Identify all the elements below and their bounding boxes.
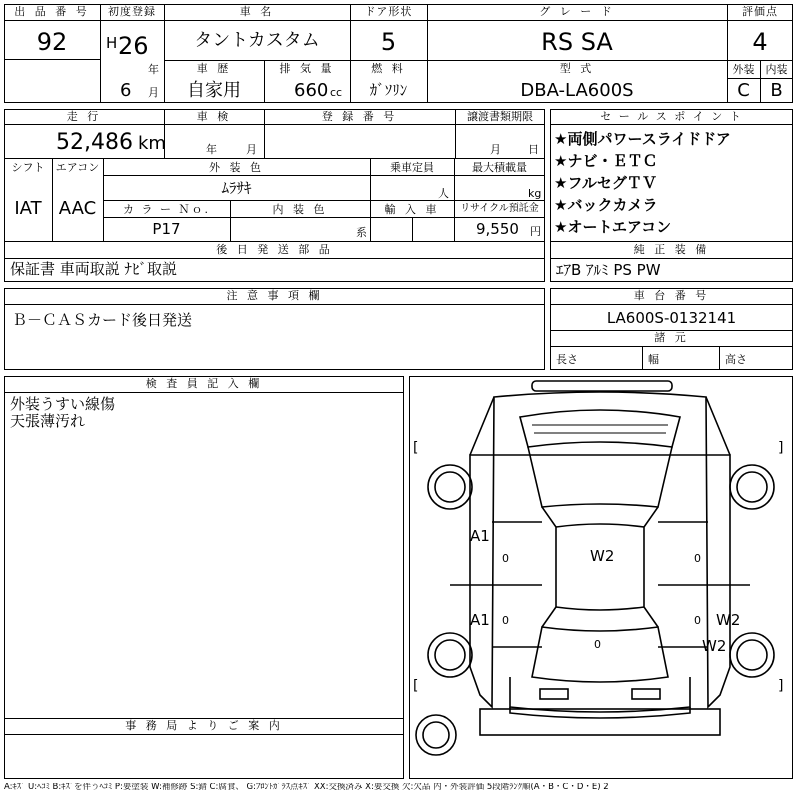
aircon-value: AAC <box>58 198 97 219</box>
damage-diagram <box>409 376 793 779</box>
recycle-value: 9,550 <box>476 220 519 238</box>
damage-mark: W2 <box>702 637 727 655</box>
chassis-label: 車 台 番 号 <box>633 289 710 302</box>
model-value: DBA-LA600S <box>520 80 634 101</box>
zero-mark: 0 <box>502 614 509 627</box>
bracket-left: [ <box>413 440 419 456</box>
notes-label: 注 意 事 項 欄 <box>226 289 323 302</box>
grade-value: RS SA <box>541 28 613 56</box>
transfer-day-unit: 日 <box>528 143 539 156</box>
lot-number: 92 <box>36 28 68 56</box>
bracket-right: ] <box>778 678 784 694</box>
score-label: 評価点 <box>742 5 778 18</box>
notes-value: Ｂ－ＣＡＳカード後日発送 <box>12 311 193 329</box>
later-parts-value: 保証書 車両取説 ﾅﾋﾞ取説 <box>10 260 178 278</box>
ext-color-label: 外 装 色 <box>209 161 264 174</box>
int-grade-label: 内装 <box>765 63 788 76</box>
shift-label: シフト <box>11 161 45 174</box>
sales-point-item: ★両側パワースライドドア <box>554 130 731 148</box>
car-outline-diagram <box>410 377 792 778</box>
sales-point-item: ★バックカメラ <box>554 196 658 214</box>
doors-label: ドア形状 <box>364 5 413 18</box>
reg-year: 26 <box>118 32 149 60</box>
car-name: タントカスタム <box>194 30 320 51</box>
equipment-label: 純 正 装 備 <box>633 243 710 256</box>
score-value: 4 <box>752 28 768 56</box>
first-reg-label: 初度登録 <box>108 5 156 18</box>
damage-mark: W2 <box>590 547 615 565</box>
mileage-label: 走 行 <box>66 110 102 123</box>
sales-point-item: ★ナビ・ＥＴＣ <box>554 152 658 170</box>
width-label: 幅 <box>648 353 659 366</box>
lot-label: 出 品 番 号 <box>14 5 90 18</box>
office-label: 事 務 局 よ り ご 案 内 <box>125 719 283 732</box>
aircon-label: エアコン <box>55 161 100 174</box>
capacity-label: 乗車定員 <box>390 161 434 174</box>
bracket-right: ] <box>778 440 784 456</box>
sales-point-item: ★オートエアコン <box>554 218 672 236</box>
year-unit: 年 <box>148 63 159 76</box>
capacity-unit: 人 <box>438 187 449 200</box>
displacement-label: 排 気 量 <box>279 62 335 75</box>
max-load-unit: kg <box>528 187 542 200</box>
model-label: 型 式 <box>559 62 595 75</box>
ext-color-value: ﾑﾗｻｷ <box>221 179 252 197</box>
era-mark: H <box>106 34 118 52</box>
grade-label: グ レ ー ド <box>539 5 615 18</box>
damage-mark: W2 <box>716 611 741 629</box>
door-count: 5 <box>380 28 397 56</box>
mileage-value: 52,486 <box>56 130 133 155</box>
fuel-label: 燃 料 <box>371 62 406 75</box>
later-parts-label: 後 日 発 送 部 品 <box>216 243 333 256</box>
displacement-value: 660 <box>294 80 329 101</box>
damage-mark: A1 <box>470 527 490 545</box>
inspector-label: 検 査 員 記 入 欄 <box>145 377 263 390</box>
transfer-month-unit: 月 <box>490 143 501 156</box>
legend-text: A:ｷｽﾞ U:ﾍｺﾐ B:ｷｽﾞを伴うﾍｺﾐ P:要塗装 W:補修跡 S:錆 C:腐食、 G:ﾌﾛﾝﾄｶﾞﾗｽ点ｷｽﾞ XX:交換済み X:要交換 欠:欠品 内・外装評価 5段階ﾗﾝｸ順(A・B・C・D・E) 2 <box>4 783 609 792</box>
color-no-label: カ ラ ー Ｎｏ. <box>123 203 210 216</box>
zero-mark: 0 <box>594 638 601 651</box>
transfer-label: 譲渡書類期限 <box>467 110 533 123</box>
month-unit: 月 <box>148 86 159 99</box>
bracket-left: [ <box>413 678 419 694</box>
equipment-value: ｴｱB ｱﾙﾐ PS PW <box>556 261 661 279</box>
length-label: 長さ <box>556 353 578 366</box>
import-label: 輸 入 車 <box>384 203 440 216</box>
color-no-value: P17 <box>152 220 181 238</box>
max-load-label: 最大積載量 <box>472 161 527 174</box>
zero-mark: 0 <box>694 614 701 627</box>
inspector-line: 天張薄汚れ <box>10 412 86 430</box>
ext-grade-value: C <box>737 80 750 101</box>
sales-points-label: セ ー ル ス ポ イ ン ト <box>600 110 743 123</box>
int-color-unit: 系 <box>356 226 367 239</box>
height-label: 高さ <box>725 353 747 366</box>
displacement-unit: cc <box>330 86 343 99</box>
int-grade-value: B <box>770 80 783 101</box>
reg-month: 6 <box>120 80 132 101</box>
recycle-unit: 円 <box>530 225 541 238</box>
zero-mark: 0 <box>502 552 509 565</box>
dims-label: 諸 元 <box>654 331 689 344</box>
inspection-label: 車 検 <box>196 110 232 123</box>
history-label: 車 歴 <box>196 62 232 75</box>
recycle-label: リサイクル預託金 <box>460 203 539 214</box>
sales-point-item: ★フルセグＴＶ <box>554 174 657 192</box>
fuel-value: ｶﾞｿﾘﾝ <box>369 81 408 99</box>
inspection-month-unit: 月 <box>246 143 257 156</box>
inspector-line: 外装うすい線傷 <box>10 395 116 413</box>
damage-mark: A1 <box>470 611 490 629</box>
ext-grade-label: 外装 <box>732 63 755 76</box>
mileage-unit: km <box>138 133 166 154</box>
shift-value: IAT <box>14 198 42 219</box>
car-name-label: 車 名 <box>239 5 275 18</box>
inspection-year-unit: 年 <box>206 143 217 156</box>
chassis-value: LA600S-0132141 <box>606 309 737 327</box>
reg-number-label: 登 録 番 号 <box>321 110 398 123</box>
zero-mark: 0 <box>694 552 701 565</box>
int-color-label: 内 装 色 <box>272 203 328 216</box>
history-value: 自家用 <box>187 80 241 101</box>
